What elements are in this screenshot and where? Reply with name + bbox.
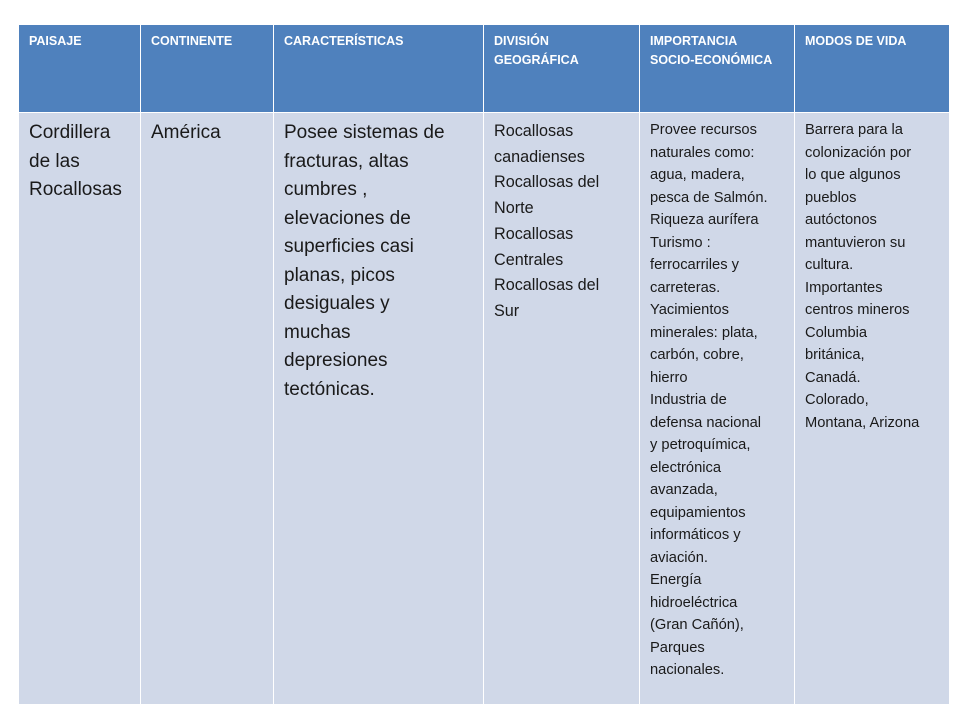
cell-line: carbón, cobre, <box>650 347 744 363</box>
cell-line: tectónicas. <box>284 378 375 400</box>
cell-line: británica, <box>805 347 865 363</box>
cell-line: Turismo : <box>650 234 711 251</box>
cell-line: Norte <box>494 199 534 218</box>
cell-line: muchas <box>284 321 351 343</box>
landscape-table <box>18 24 950 705</box>
cell-line: depresiones <box>284 350 388 371</box>
header-modos-de-vida <box>795 25 950 113</box>
header-caracteristicas <box>274 25 484 113</box>
header-division-geografica <box>484 25 640 113</box>
cell-line: superficies casi <box>284 236 414 257</box>
cell-line: Riqueza aurífera <box>650 212 759 228</box>
cell-line: de las <box>29 150 80 172</box>
cell-line: ferrocarriles y <box>650 257 739 273</box>
cell-line: Provee recursos <box>650 122 757 138</box>
cell-line: Rocallosas <box>29 179 122 200</box>
cell-line: mantuvieron su <box>805 234 906 251</box>
cell-line: Importantes <box>805 279 883 296</box>
table-row <box>19 113 950 705</box>
cell-line: equipamientos <box>650 504 746 521</box>
cell-line: IMPORTANCIA <box>650 34 738 48</box>
cell-line: Canadá. <box>805 369 861 386</box>
cell-line: hierro <box>650 369 688 386</box>
cell-line: Rocallosas del <box>494 173 600 192</box>
cell-line: desiguales y <box>284 293 390 314</box>
cell-line: centros mineros <box>805 302 910 318</box>
cell-line: fracturas, altas <box>284 150 409 172</box>
cell-division-geografica <box>484 113 640 705</box>
cell-line: Yacimientos <box>650 302 729 318</box>
cell-line: Rocallosas del <box>494 276 600 295</box>
cell-line: avanzada, <box>650 482 718 498</box>
cell-line: planas, picos <box>284 264 395 286</box>
cell-line: Sur <box>494 301 520 320</box>
cell-line: aviación. <box>650 549 708 566</box>
cell-line: electrónica <box>650 459 722 476</box>
cell-line: Centrales <box>494 250 564 269</box>
cell-line: nacionales. <box>650 662 725 678</box>
cell-line: Barrera para la <box>805 122 903 138</box>
cell-line: (Gran Cañón), <box>650 617 744 633</box>
cell-line: CONTINENTE <box>151 34 233 48</box>
cell-line: Energía <box>650 572 702 588</box>
cell-line: GEOGRÁFICA <box>494 53 579 67</box>
cell-line: cultura. <box>805 257 854 273</box>
cell-importancia-socio-economica <box>640 113 795 705</box>
cell-line: informáticos y <box>650 527 741 543</box>
cell-line: canadienses <box>494 147 585 166</box>
cell-line: Parques <box>650 639 705 656</box>
cell-line: lo que algunos <box>805 167 901 183</box>
cell-line: Montana, Arizona <box>805 414 920 431</box>
cell-line: SOCIO-ECONÓMICA <box>650 53 773 67</box>
cell-modos-de-vida <box>795 113 950 705</box>
cell-line: Rocallosas <box>494 122 574 140</box>
cell-line: cumbres , <box>284 179 368 200</box>
cell-line: pueblos <box>805 189 857 206</box>
cell-caracteristicas <box>274 113 484 705</box>
cell-line: Posee sistemas de <box>284 122 445 143</box>
cell-line: CARACTERÍSTICAS <box>284 34 404 48</box>
cell-continente <box>141 113 274 705</box>
cell-line: DIVISIÓN <box>494 34 549 48</box>
cell-line: elevaciones de <box>284 207 411 229</box>
cell-line: defensa nacional <box>650 414 762 431</box>
cell-line: PAISAJE <box>29 34 82 48</box>
cell-line: colonización por <box>805 144 912 161</box>
cell-line: pesca de Salmón. <box>650 189 768 206</box>
cell-line: hidroeléctrica <box>650 594 738 611</box>
header-importancia-socio-economica <box>640 25 795 113</box>
cell-line: y petroquímica, <box>650 437 751 453</box>
cell-line: carreteras. <box>650 279 721 296</box>
cell-line: minerales: plata, <box>650 324 758 341</box>
cell-line: agua, madera, <box>650 167 745 183</box>
header-paisaje <box>19 25 141 113</box>
cell-paisaje <box>19 113 141 705</box>
cell-line: MODOS DE VIDA <box>805 34 907 48</box>
cell-line: Cordillera <box>29 122 111 143</box>
header-continente <box>141 25 274 113</box>
cell-line: Rocallosas <box>494 224 574 243</box>
cell-line: autóctonos <box>805 212 877 228</box>
cell-line: Columbia <box>805 324 868 341</box>
cell-line: Colorado, <box>805 392 869 408</box>
cell-line: naturales como: <box>650 144 755 161</box>
header-row <box>19 25 950 113</box>
cell-line: América <box>151 122 221 143</box>
cell-line: Industria de <box>650 392 727 408</box>
